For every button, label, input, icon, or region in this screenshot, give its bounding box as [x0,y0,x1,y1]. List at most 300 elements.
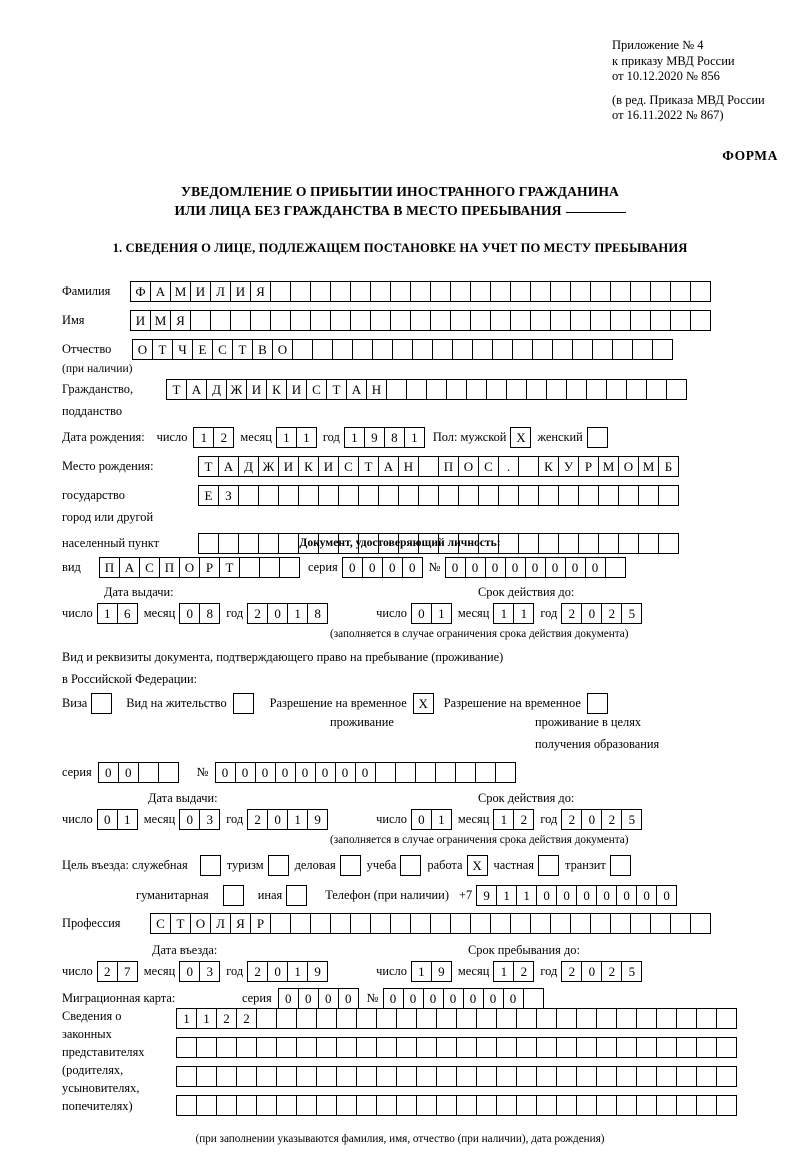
cell[interactable] [430,310,451,331]
cell[interactable] [238,485,259,506]
cell[interactable] [230,310,251,331]
cell[interactable]: 1 [193,427,214,448]
cell[interactable] [496,1008,517,1029]
cell[interactable] [652,339,673,360]
cell[interactable]: 2 [601,809,622,830]
cell[interactable]: Д [206,379,227,400]
cell[interactable] [276,1066,297,1087]
cell[interactable] [436,1066,457,1087]
migration-series-cells[interactable] [278,988,359,1009]
cell[interactable] [336,1008,357,1029]
cell[interactable] [556,1066,577,1087]
cell[interactable] [370,913,391,934]
cell[interactable] [176,1037,197,1058]
cell[interactable] [476,1095,497,1116]
cell[interactable] [558,485,579,506]
cell[interactable] [410,913,431,934]
patronymic-cells[interactable] [132,339,673,360]
cell[interactable] [236,1095,257,1116]
cell[interactable] [450,310,471,331]
cell[interactable] [376,1066,397,1087]
cell[interactable] [356,1095,377,1116]
cell[interactable]: 2 [561,961,582,982]
cell[interactable] [590,310,611,331]
cell[interactable] [430,281,451,302]
legal-reps-cells-row-4[interactable] [176,1095,737,1116]
cell[interactable] [290,310,311,331]
cell[interactable] [216,1037,237,1058]
cell[interactable]: 1 [516,885,537,906]
cell[interactable] [636,1095,657,1116]
cell[interactable] [410,310,431,331]
legal-reps-cells-row-1[interactable] [176,1008,737,1029]
cell[interactable]: 9 [431,961,452,982]
cell[interactable] [312,339,333,360]
cell[interactable] [350,281,371,302]
cell[interactable]: 1 [411,961,432,982]
cell[interactable] [576,1066,597,1087]
cell[interactable] [656,1037,677,1058]
cell[interactable]: С [306,379,327,400]
cell[interactable] [239,557,260,578]
cell[interactable] [332,339,353,360]
cell[interactable] [279,557,300,578]
cell[interactable]: 0 [545,557,566,578]
doc-series-cells[interactable] [342,557,423,578]
cell[interactable]: С [150,913,171,934]
cell[interactable] [356,1037,377,1058]
cell[interactable] [576,1037,597,1058]
cell[interactable]: О [458,456,479,477]
profession-cells[interactable] [150,913,711,934]
cell[interactable]: 1 [176,1008,197,1029]
cell[interactable]: Т [358,456,379,477]
cell[interactable]: 0 [565,557,586,578]
cell[interactable]: 0 [503,988,524,1009]
cell[interactable] [676,1037,697,1058]
cell[interactable] [536,1037,557,1058]
cell[interactable] [716,1066,737,1087]
cell[interactable]: А [186,379,207,400]
cell[interactable] [270,281,291,302]
cell[interactable]: М [150,310,171,331]
cell[interactable]: И [246,379,267,400]
permit-valid-year-cells[interactable] [561,809,642,830]
cell[interactable]: А [119,557,140,578]
cell[interactable]: Д [238,456,259,477]
purpose-business-checkbox[interactable] [340,855,361,876]
cell[interactable] [330,913,351,934]
cell[interactable] [670,281,691,302]
cell[interactable] [176,1066,197,1087]
cell[interactable] [478,485,499,506]
cell[interactable] [536,1066,557,1087]
cell[interactable]: М [598,456,619,477]
cell[interactable] [278,485,299,506]
doc-valid-month-cells[interactable] [493,603,534,624]
cell[interactable] [556,1095,577,1116]
cell[interactable]: К [266,379,287,400]
cell[interactable]: С [139,557,160,578]
cell[interactable]: 1 [431,603,452,624]
cell[interactable]: С [478,456,499,477]
cell[interactable] [396,1066,417,1087]
citizenship-cells[interactable] [166,379,687,400]
cell[interactable]: 8 [199,603,220,624]
cell[interactable] [336,1095,357,1116]
cell[interactable] [476,1066,497,1087]
cell[interactable] [410,281,431,302]
cell[interactable]: 1 [431,809,452,830]
cell[interactable]: А [346,379,367,400]
cell[interactable] [310,913,331,934]
cell[interactable] [158,762,179,783]
cell[interactable]: 1 [496,885,517,906]
cell[interactable] [696,1095,717,1116]
cell[interactable] [259,557,280,578]
cell[interactable] [636,1037,657,1058]
cell[interactable]: 7 [117,961,138,982]
cell[interactable]: 2 [247,961,268,982]
cell[interactable] [438,485,459,506]
cell[interactable] [436,1037,457,1058]
cell[interactable] [490,281,511,302]
cell[interactable]: И [230,281,251,302]
cell[interactable] [632,339,653,360]
cell[interactable]: 9 [307,961,328,982]
cell[interactable]: 0 [338,988,359,1009]
cell[interactable]: 0 [98,762,119,783]
cell[interactable] [470,281,491,302]
cell[interactable] [176,1095,197,1116]
cell[interactable] [406,379,427,400]
cell[interactable]: А [150,281,171,302]
cell[interactable] [610,281,631,302]
cell[interactable] [618,485,639,506]
cell[interactable]: 1 [493,961,514,982]
cell[interactable]: 0 [235,762,256,783]
cell[interactable] [690,310,711,331]
cell[interactable] [490,913,511,934]
cell[interactable] [570,913,591,934]
cell[interactable] [636,1066,657,1087]
cell[interactable]: М [638,456,659,477]
cell[interactable]: Р [578,456,599,477]
cell[interactable] [572,339,593,360]
cell[interactable]: Ф [130,281,151,302]
cell[interactable]: 1 [287,961,308,982]
cell[interactable]: О [179,557,200,578]
cell[interactable]: 0 [411,603,432,624]
cell[interactable] [298,485,319,506]
cell[interactable] [476,1008,497,1029]
cell[interactable]: 5 [621,809,642,830]
cell[interactable] [610,310,631,331]
cell[interactable] [196,1037,217,1058]
cell[interactable] [676,1095,697,1116]
cell[interactable] [616,1066,637,1087]
cell[interactable] [586,379,607,400]
cell[interactable] [375,762,396,783]
cell[interactable]: 3 [199,809,220,830]
cell[interactable] [296,1066,317,1087]
cell[interactable]: 0 [505,557,526,578]
cell[interactable]: И [130,310,151,331]
purpose-tourism-checkbox[interactable] [268,855,289,876]
cell[interactable]: 0 [318,988,339,1009]
cell[interactable] [676,1066,697,1087]
cell[interactable]: С [212,339,233,360]
cell[interactable]: 0 [215,762,236,783]
cell[interactable] [650,310,671,331]
cell[interactable]: 2 [247,809,268,830]
cell[interactable]: И [286,379,307,400]
cell[interactable] [510,913,531,934]
cell[interactable]: Р [250,913,271,934]
cell[interactable] [336,1037,357,1058]
cell[interactable]: 2 [513,809,534,830]
doc-number-cells[interactable] [445,557,626,578]
cell[interactable] [492,339,513,360]
cell[interactable] [566,379,587,400]
cell[interactable] [516,1095,537,1116]
cell[interactable]: 0 [315,762,336,783]
cell[interactable]: 0 [581,809,602,830]
cell[interactable]: 1 [287,603,308,624]
cell[interactable] [646,379,667,400]
cell[interactable]: 0 [525,557,546,578]
cell[interactable] [626,379,647,400]
legal-reps-cells-row-3[interactable] [176,1066,737,1087]
purpose-private-checkbox[interactable] [538,855,559,876]
cell[interactable] [290,913,311,934]
cell[interactable] [716,1095,737,1116]
cell[interactable]: П [99,557,120,578]
cell[interactable]: 1 [117,809,138,830]
purpose-official-checkbox[interactable] [200,855,221,876]
cell[interactable]: Т [170,913,191,934]
cell[interactable]: 0 [656,885,677,906]
cell[interactable] [436,1095,457,1116]
cell[interactable] [415,762,436,783]
birthplace-city-cells-row2[interactable] [198,485,679,506]
permit-number-cells[interactable] [215,762,516,783]
cell[interactable]: 0 [382,557,403,578]
cell[interactable] [606,379,627,400]
cell[interactable] [516,1066,537,1087]
cell[interactable] [216,1066,237,1087]
cell[interactable]: 1 [276,427,297,448]
cell[interactable] [376,1008,397,1029]
cell[interactable] [690,913,711,934]
cell[interactable] [596,1037,617,1058]
cell[interactable] [576,1008,597,1029]
cell[interactable] [610,913,631,934]
cell[interactable] [630,913,651,934]
cell[interactable]: О [132,339,153,360]
cell[interactable] [396,1008,417,1029]
cell[interactable]: 1 [493,603,514,624]
cell[interactable]: 0 [443,988,464,1009]
permit-valid-month-cells[interactable] [493,809,534,830]
birthplace-state-cells[interactable] [198,456,679,477]
cell[interactable] [358,485,379,506]
cell[interactable] [395,762,416,783]
cell[interactable] [496,1095,517,1116]
cell[interactable]: К [538,456,559,477]
cell[interactable] [570,310,591,331]
permit-valid-day-cells[interactable] [411,809,452,830]
surname-cells[interactable] [130,281,711,302]
cell[interactable] [656,1008,677,1029]
cell[interactable] [638,485,659,506]
cell[interactable] [596,1008,617,1029]
cell[interactable] [256,1008,277,1029]
cell[interactable] [456,1095,477,1116]
cell[interactable]: 0 [485,557,506,578]
cell[interactable] [518,485,539,506]
sex-female-checkbox[interactable] [587,427,608,448]
cell[interactable]: 1 [344,427,365,448]
cell[interactable] [656,1066,677,1087]
cell[interactable] [396,1037,417,1058]
cell[interactable] [276,1008,297,1029]
cell[interactable]: В [252,339,273,360]
cell[interactable]: Р [199,557,220,578]
cell[interactable]: 0 [267,603,288,624]
cell[interactable]: 0 [402,557,423,578]
cell[interactable] [475,762,496,783]
cell[interactable]: П [159,557,180,578]
cell[interactable] [432,339,453,360]
doc-issue-day-cells[interactable] [97,603,138,624]
cell[interactable]: 2 [513,961,534,982]
cell[interactable]: 9 [364,427,385,448]
cell[interactable] [676,1008,697,1029]
cell[interactable]: Ж [226,379,247,400]
cell[interactable] [658,485,679,506]
cell[interactable] [370,310,391,331]
cell[interactable] [210,310,231,331]
cell[interactable] [138,762,159,783]
cell[interactable]: А [218,456,239,477]
cell[interactable]: 0 [465,557,486,578]
cell[interactable] [416,1095,437,1116]
cell[interactable]: Ж [258,456,279,477]
cell[interactable] [650,281,671,302]
phone-cells[interactable] [476,885,677,906]
cell[interactable]: 0 [267,961,288,982]
cell[interactable] [510,281,531,302]
cell[interactable] [426,379,447,400]
cell[interactable] [605,557,626,578]
temp-residence-checkbox[interactable]: X [413,693,434,714]
cell[interactable] [370,281,391,302]
cell[interactable]: 0 [616,885,637,906]
birth-day-cells[interactable] [193,427,234,448]
doc-valid-day-cells[interactable] [411,603,452,624]
cell[interactable] [616,1095,637,1116]
cell[interactable] [530,281,551,302]
cell[interactable] [290,281,311,302]
cell[interactable] [270,310,291,331]
cell[interactable]: 0 [536,885,557,906]
cell[interactable] [536,1008,557,1029]
cell[interactable]: Л [210,281,231,302]
cell[interactable] [666,379,687,400]
cell[interactable]: 0 [335,762,356,783]
cell[interactable] [696,1008,717,1029]
cell[interactable]: 1 [513,603,534,624]
cell[interactable]: Б [658,456,679,477]
cell[interactable] [316,1037,337,1058]
cell[interactable] [636,1008,657,1029]
cell[interactable] [386,379,407,400]
cell[interactable] [416,1008,437,1029]
cell[interactable]: Е [198,485,219,506]
cell[interactable] [350,913,371,934]
cell[interactable]: З [218,485,239,506]
stay-month-cells[interactable] [493,961,534,982]
cell[interactable] [690,281,711,302]
entry-year-cells[interactable] [247,961,328,982]
cell[interactable]: 0 [342,557,363,578]
purpose-study-checkbox[interactable] [400,855,421,876]
cell[interactable] [190,310,211,331]
cell[interactable]: С [338,456,359,477]
cell[interactable] [486,379,507,400]
cell[interactable]: Е [192,339,213,360]
cell[interactable] [530,913,551,934]
cell[interactable]: О [190,913,211,934]
cell[interactable]: 0 [576,885,597,906]
cell[interactable] [550,913,571,934]
cell[interactable]: 1 [404,427,425,448]
cell[interactable]: 2 [213,427,234,448]
stay-day-cells[interactable] [411,961,452,982]
cell[interactable]: Т [219,557,240,578]
cell[interactable] [458,485,479,506]
purpose-humanitarian-checkbox[interactable] [223,885,244,906]
cell[interactable] [418,456,439,477]
permit-issue-month-cells[interactable] [179,809,220,830]
cell[interactable]: И [318,456,339,477]
cell[interactable]: Т [326,379,347,400]
cell[interactable] [556,1008,577,1029]
cell[interactable] [310,310,331,331]
cell[interactable] [526,379,547,400]
cell[interactable]: 0 [483,988,504,1009]
doc-issue-year-cells[interactable] [247,603,328,624]
cell[interactable]: К [298,456,319,477]
cell[interactable]: Т [232,339,253,360]
cell[interactable] [578,485,599,506]
cell[interactable] [630,281,651,302]
cell[interactable] [518,456,539,477]
cell[interactable] [256,1066,277,1087]
visa-checkbox[interactable] [91,693,112,714]
cell[interactable]: У [558,456,579,477]
cell[interactable] [250,310,271,331]
cell[interactable] [338,485,359,506]
cell[interactable] [496,1037,517,1058]
purpose-other-checkbox[interactable] [286,885,307,906]
cell[interactable]: И [278,456,299,477]
cell[interactable]: Н [398,456,419,477]
cell[interactable]: 0 [355,762,376,783]
cell[interactable]: 0 [581,961,602,982]
cell[interactable] [456,1037,477,1058]
